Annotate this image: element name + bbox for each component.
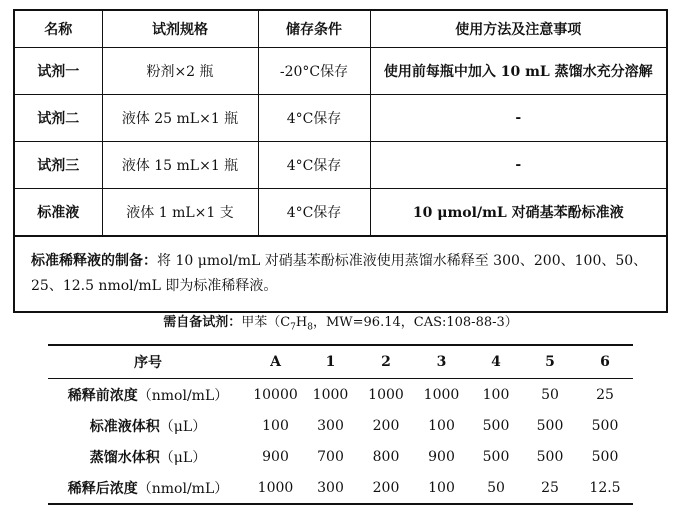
cell-value: 900 <box>262 448 289 465</box>
cell-value: 300 <box>317 479 344 496</box>
header-col: 1 <box>303 345 358 379</box>
reagent-usage: - <box>370 95 667 142</box>
header-usage: 使用方法及注意事项 <box>370 10 667 48</box>
reagent-storage: 4°C保存 <box>258 142 370 189</box>
header-index: 序号 <box>48 345 248 379</box>
cell-value: 700 <box>317 448 344 465</box>
header-name: 名称 <box>14 10 102 48</box>
cell-value: 300 <box>317 417 344 434</box>
cell-value: 100 <box>262 417 289 434</box>
cell-value: 1000 <box>312 386 349 403</box>
table-row <box>48 379 633 411</box>
reagent-table-header <box>14 10 667 48</box>
reagent-name: 标准液 <box>14 189 102 237</box>
note-lead: 标准稀释液的制备： <box>31 253 157 269</box>
dilution-table <box>48 344 633 505</box>
cell-value: 50 <box>541 386 559 403</box>
cell-value: 1000 <box>368 386 404 403</box>
note-row <box>14 236 667 312</box>
cell-value: 25 <box>596 386 614 403</box>
cell-value: 100 <box>482 386 510 403</box>
reagent-spec: 粉剂×2 瓶 <box>102 48 258 95</box>
reagent-storage: 4°C保存 <box>258 95 370 142</box>
reagent-spec: 液体 1 mL×1 支 <box>102 189 258 237</box>
cell-value: 25 <box>541 479 559 496</box>
table-row <box>14 189 667 237</box>
row-label: 稀释前浓度（nmol/mL） <box>67 387 229 404</box>
cell-value: 500 <box>536 448 564 465</box>
header-col: 6 <box>577 345 633 379</box>
header-col: A <box>248 345 303 379</box>
standard-dilution-note <box>14 236 667 312</box>
cell-value: 100 <box>428 479 455 496</box>
header-col: 5 <box>523 345 577 379</box>
self-prepared-lead: 需自备试剂： <box>163 315 242 330</box>
table-row <box>48 441 633 472</box>
self-prepared-text-1: 甲苯（C <box>241 315 291 330</box>
dilution-table-header <box>48 345 633 379</box>
cell-value: 50 <box>487 479 505 496</box>
table-row <box>14 95 667 142</box>
cell-value: 200 <box>372 479 400 496</box>
table-row <box>14 48 667 95</box>
cell-value: 1000 <box>423 386 460 403</box>
formula-sub-1: 7 <box>290 322 296 333</box>
cell-value: 800 <box>372 448 400 465</box>
table-row <box>14 142 667 189</box>
reagent-name: 试剂二 <box>14 95 102 142</box>
formula-sub-2: 8 <box>307 322 313 333</box>
header-storage: 储存条件 <box>258 10 370 48</box>
cell-value: 1000 <box>257 479 294 496</box>
header-col: 3 <box>414 345 469 379</box>
reagent-name: 试剂一 <box>14 48 102 95</box>
cell-value: 500 <box>482 448 510 465</box>
header-col: 4 <box>469 345 523 379</box>
cell-value: 500 <box>591 417 619 434</box>
reagent-spec: 液体 15 mL×1 瓶 <box>102 142 258 189</box>
self-prepared-text-2: H <box>295 315 308 330</box>
cell-value: 500 <box>536 417 564 434</box>
header-spec: 试剂规格 <box>102 10 258 48</box>
note-text: 将 10 μmol/mL 对硝基苯酚标准液使用蒸馏水稀释至 300、200、100、50、25、12.5 nmol/mL 即为标准稀释液。 <box>31 253 648 294</box>
reagent-usage: - <box>370 142 667 189</box>
cell-value: 900 <box>428 448 455 465</box>
header-col: 2 <box>358 345 414 379</box>
reagent-storage: -20°C保存 <box>258 48 370 95</box>
reagent-storage: 4°C保存 <box>258 189 370 237</box>
table-row <box>48 472 633 504</box>
reagent-usage: 使用前每瓶中加入 10 mL 蒸馏水充分溶解 <box>370 48 667 95</box>
row-label: 蒸馏水体积（μL） <box>89 449 207 466</box>
self-prepared-text-3: ，MW=96.14，CAS:108-88-3） <box>312 315 518 330</box>
table-row <box>48 410 633 441</box>
reagent-spec: 液体 25 mL×1 瓶 <box>102 95 258 142</box>
reagent-table <box>13 9 668 313</box>
reagent-name: 试剂三 <box>14 142 102 189</box>
self-prepared-reagent <box>0 311 681 333</box>
cell-value: 12.5 <box>589 479 621 496</box>
row-label: 标准液体积（μL） <box>89 418 207 435</box>
cell-value: 500 <box>591 448 619 465</box>
cell-value: 100 <box>428 417 455 434</box>
cell-value: 500 <box>482 417 510 434</box>
reagent-usage: 10 μmol/mL 对硝基苯酚标准液 <box>370 189 667 237</box>
cell-value: 200 <box>372 417 400 434</box>
row-label: 稀释后浓度（nmol/mL） <box>67 480 229 497</box>
cell-value: 10000 <box>253 386 298 403</box>
